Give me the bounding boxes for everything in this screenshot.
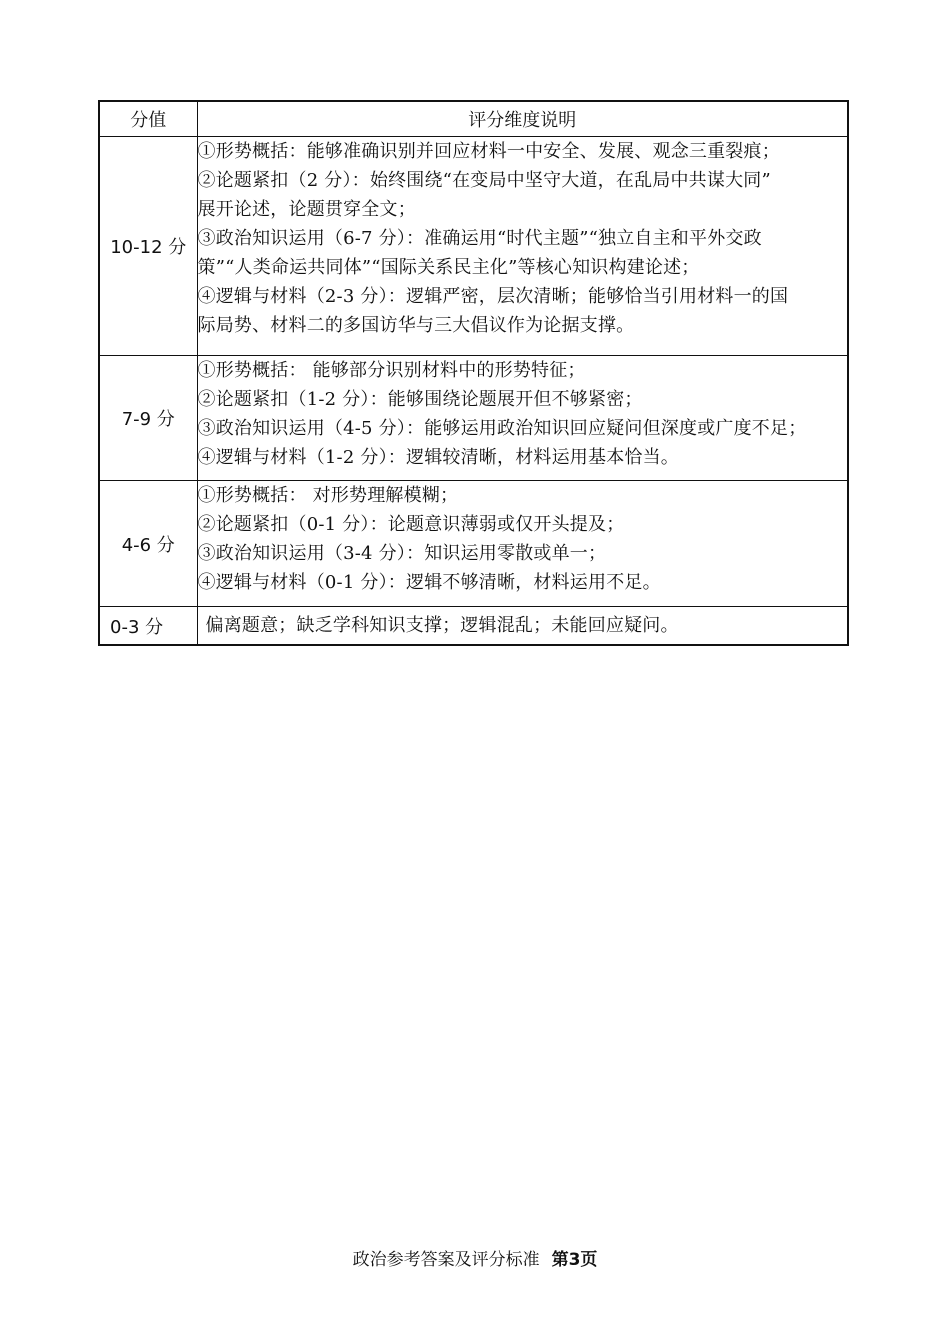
footer-document-title: 政治参考答案及评分标准 [352, 1250, 540, 1270]
description-line: ②论题紧扣（0-1 分）：论题意识薄弱或仅开头提及； [197, 514, 625, 535]
description-line: 偏离题意；缺乏学科知识支撑；逻辑混乱；未能回应疑问。 [205, 615, 679, 636]
score-cell: 7-9 分 [99, 356, 197, 481]
header-score: 分值 [99, 101, 197, 137]
table-row [99, 481, 848, 607]
description-line: ①形势概括： 对形势理解模糊； [197, 485, 459, 506]
table-row [99, 356, 848, 481]
description-line: 策”“人类命运共同体”“国际关系民主化”等核心知识构建论述； [197, 257, 700, 278]
description-line: ④逻辑与材料（0-1 分）：逻辑不够清晰，材料运用不足。 [197, 572, 661, 593]
description-line: ②论题紧扣（1-2 分）：能够围绕论题展开但不够紧密； [197, 389, 643, 410]
table-row [99, 607, 848, 646]
description-line: ①形势概括： 能够部分识别材料中的形势特征； [197, 360, 586, 381]
description-line: ②论题紧扣（2 分）：始终围绕“在变局中坚守大道，在乱局中共谋大同” [197, 170, 771, 191]
header-description: 评分维度说明 [197, 101, 848, 137]
description-line: 际局势、材料二的多国访华与三大倡议作为论据支撑。 [197, 315, 635, 336]
footer-page-number: 第3页 [551, 1250, 598, 1270]
description-cell [197, 356, 848, 481]
description-line: ③政治知识运用（4-5 分）：能够运用政治知识回应疑问但深度或广度不足； [197, 418, 807, 439]
table-row [99, 137, 848, 356]
score-cell: 10-12 分 [99, 137, 197, 356]
description-line: 展开论述，论题贯穿全文； [197, 199, 416, 220]
table-header-row [99, 101, 848, 137]
description-line: ④逻辑与材料（2-3 分）：逻辑严密，层次清晰；能够恰当引用材料一的国 [197, 286, 789, 307]
score-cell: 4-6 分 [99, 481, 197, 607]
description-cell [197, 137, 848, 356]
description-line: ④逻辑与材料（1-2 分）：逻辑较清晰，材料运用基本恰当。 [197, 447, 680, 468]
description-line: ③政治知识运用（6-7 分）：准确运用“时代主题”“独立自主和平外交政 [197, 228, 762, 249]
score-cell: 0-3 分 [99, 607, 197, 646]
scoring-rubric-table [98, 100, 849, 646]
page-footer [0, 1245, 950, 1270]
description-line: ③政治知识运用（3-4 分）：知识运用零散或单一； [197, 543, 607, 564]
description-line: ①形势概括：能够准确识别并回应材料一中安全、发展、观念三重裂痕； [197, 141, 780, 162]
description-cell [197, 607, 848, 646]
description-cell [197, 481, 848, 607]
